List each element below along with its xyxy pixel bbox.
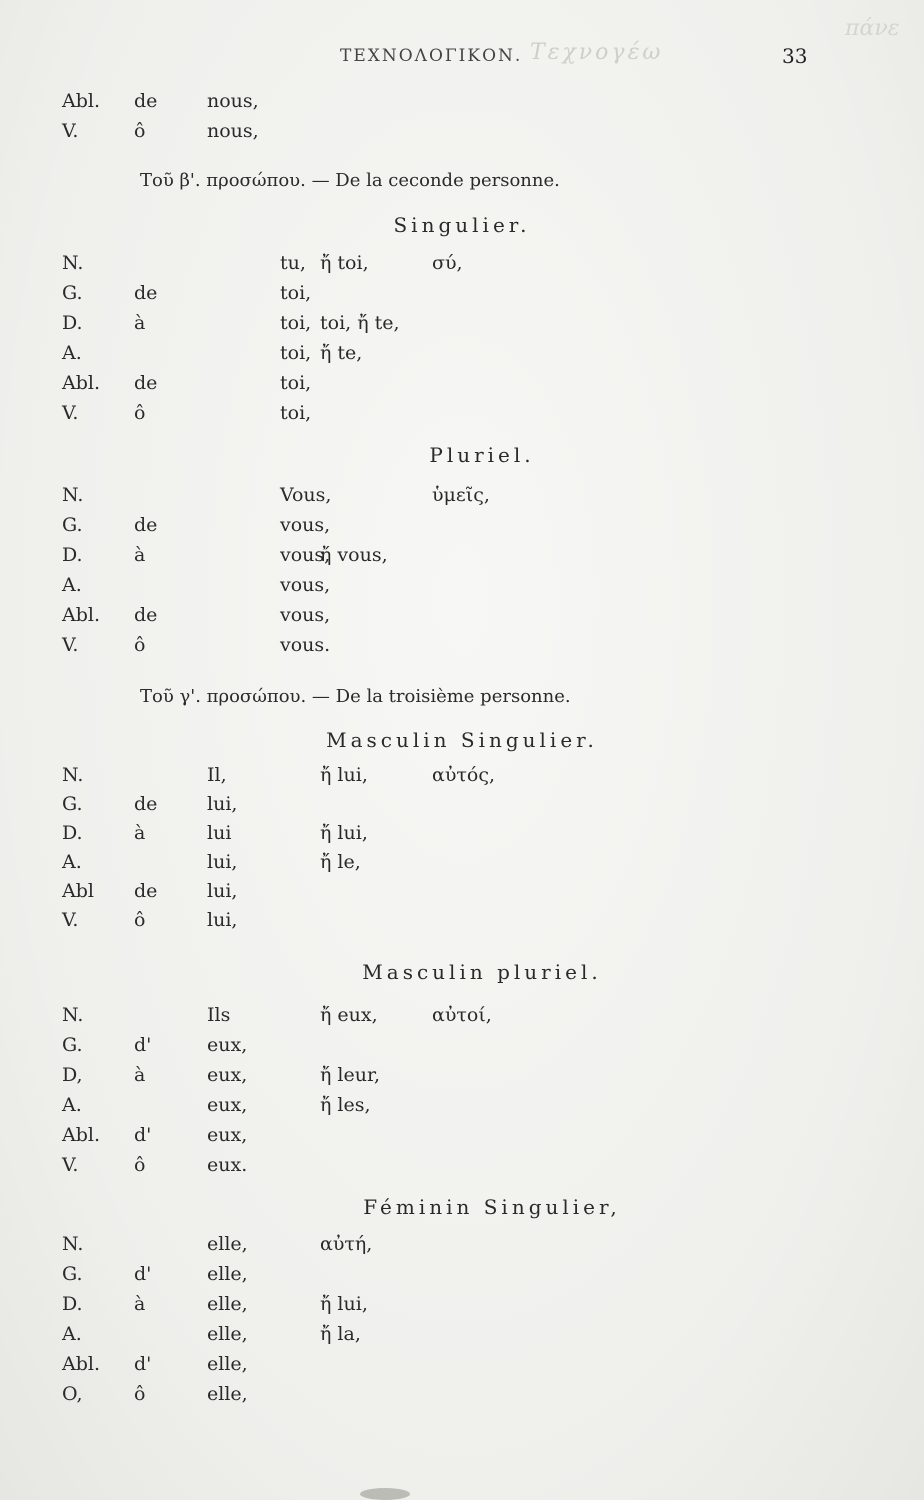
case-label: G. [62, 282, 83, 304]
heading-singulier: Singulier. [393, 213, 531, 237]
alternate-form: ἤ lui, [320, 764, 368, 786]
case-label: Abl. [62, 90, 100, 112]
preposition: d' [134, 1034, 152, 1056]
heading-masculin-singulier: Masculin Singulier. [326, 728, 598, 752]
alternate-form: ἤ lui, [320, 822, 368, 844]
preposition: à [134, 312, 146, 334]
case-label: Abl. [62, 372, 100, 394]
case-label: A. [62, 342, 82, 364]
form: vous, [280, 544, 331, 566]
alternate-form: ἤ toi, [320, 252, 369, 274]
form: eux, [207, 1034, 248, 1056]
preposition: à [134, 1064, 146, 1086]
case-label: D. [62, 312, 83, 334]
alternate-form: toi, ἤ te, [320, 312, 400, 334]
greek-equivalent: ὑμεῖς, [432, 484, 490, 506]
preposition: ô [134, 909, 146, 931]
alternate-form: ἤ vous, [320, 544, 388, 566]
case-label: G. [62, 793, 83, 815]
case-label: A. [62, 574, 82, 596]
case-label: G. [62, 1263, 83, 1285]
form: lui, [207, 909, 238, 931]
heading-masculin-pluriel: Masculin pluriel. [362, 960, 602, 984]
preposition: à [134, 1293, 146, 1315]
form: tu, [280, 252, 306, 274]
form: elle, [207, 1293, 248, 1315]
greek-equivalent: αὐτοί, [432, 1004, 492, 1026]
corner-handwriting: πάνε [845, 16, 900, 41]
form: lui [207, 822, 232, 844]
form: elle, [207, 1233, 248, 1255]
alternate-form: ἤ la, [320, 1323, 361, 1345]
alternate-form: ἤ lui, [320, 1293, 368, 1315]
preposition: d' [134, 1353, 152, 1375]
alternate-form: ἤ le, [320, 851, 361, 873]
alternate-form: ἤ eux, [320, 1004, 378, 1026]
form: Ils [207, 1004, 231, 1026]
case-label: V. [62, 402, 79, 424]
preposition: à [134, 822, 146, 844]
case-label: G. [62, 514, 83, 536]
case-label: A. [62, 851, 82, 873]
preposition: ô [134, 402, 146, 424]
greek-equivalent: αὐτός, [432, 764, 496, 786]
form: lui, [207, 880, 238, 902]
section-title-second-person: Τοῦ β'. προσώπου. — De la ceconde personne. [140, 170, 560, 191]
case-label: D. [62, 544, 83, 566]
page-number: 33 [782, 44, 808, 68]
case-label: G. [62, 1034, 83, 1056]
form: toi, [280, 282, 312, 304]
greek-equivalent: σύ, [432, 252, 463, 274]
margin-handwriting: Τεχνογέω [530, 40, 664, 65]
preposition: ô [134, 634, 146, 656]
form: toi, [280, 402, 312, 424]
form: eux, [207, 1124, 248, 1146]
case-label: Abl. [62, 604, 100, 626]
form: elle, [207, 1383, 248, 1405]
preposition: ô [134, 120, 146, 142]
form: Il, [207, 764, 227, 786]
form: lui, [207, 851, 238, 873]
case-label: N. [62, 1004, 84, 1026]
form: eux. [207, 1154, 248, 1176]
case-label: Abl. [62, 1353, 100, 1375]
case-label: N. [62, 764, 84, 786]
case-label: V. [62, 120, 79, 142]
alternate-form: ἤ leur, [320, 1064, 381, 1086]
case-label: D. [62, 822, 83, 844]
form: toi, [280, 372, 312, 394]
running-title: ΤΕΧΝΟΛΟΓΙΚΟΝ. [340, 46, 523, 66]
alternate-form: ἤ te, [320, 342, 363, 364]
form: eux, [207, 1064, 248, 1086]
preposition: à [134, 544, 146, 566]
alternate-form: ἤ les, [320, 1094, 371, 1116]
case-label: A. [62, 1323, 82, 1345]
case-label: V. [62, 634, 79, 656]
preposition: de [134, 514, 158, 536]
alternate-form: αὐτή, [320, 1233, 373, 1255]
case-label: Abl [62, 880, 94, 902]
preposition: de [134, 793, 158, 815]
preposition: de [134, 90, 158, 112]
case-label: N. [62, 252, 84, 274]
form: Vous, [280, 484, 332, 506]
heading-pluriel: Pluriel. [429, 443, 535, 467]
form: elle, [207, 1323, 248, 1345]
preposition: de [134, 604, 158, 626]
preposition: d' [134, 1263, 152, 1285]
preposition: de [134, 282, 158, 304]
form: elle, [207, 1263, 248, 1285]
preposition: ô [134, 1154, 146, 1176]
preposition: d' [134, 1124, 152, 1146]
case-label: V. [62, 909, 79, 931]
form: toi, [280, 342, 312, 364]
form: vous, [280, 604, 331, 626]
ink-smudge [360, 1488, 410, 1500]
form: vous. [280, 634, 331, 656]
heading-feminin-singulier: Féminin Singulier, [363, 1195, 621, 1219]
form: nous, [207, 90, 259, 112]
case-label: A. [62, 1094, 82, 1116]
case-label: Abl. [62, 1124, 100, 1146]
form: eux, [207, 1094, 248, 1116]
form: nous, [207, 120, 259, 142]
form: toi, [280, 312, 312, 334]
case-label: D. [62, 1293, 83, 1315]
case-label: D, [62, 1064, 83, 1086]
form: vous, [280, 514, 331, 536]
section-title-third-person: Τοῦ γ'. προσώπου. — De la troisième personne. [140, 686, 571, 707]
form: lui, [207, 793, 238, 815]
case-label: N. [62, 484, 84, 506]
preposition: de [134, 880, 158, 902]
preposition: ô [134, 1383, 146, 1405]
form: vous, [280, 574, 331, 596]
case-label: V. [62, 1154, 79, 1176]
preposition: de [134, 372, 158, 394]
form: elle, [207, 1353, 248, 1375]
case-label: N. [62, 1233, 84, 1255]
case-label: O, [62, 1383, 83, 1405]
